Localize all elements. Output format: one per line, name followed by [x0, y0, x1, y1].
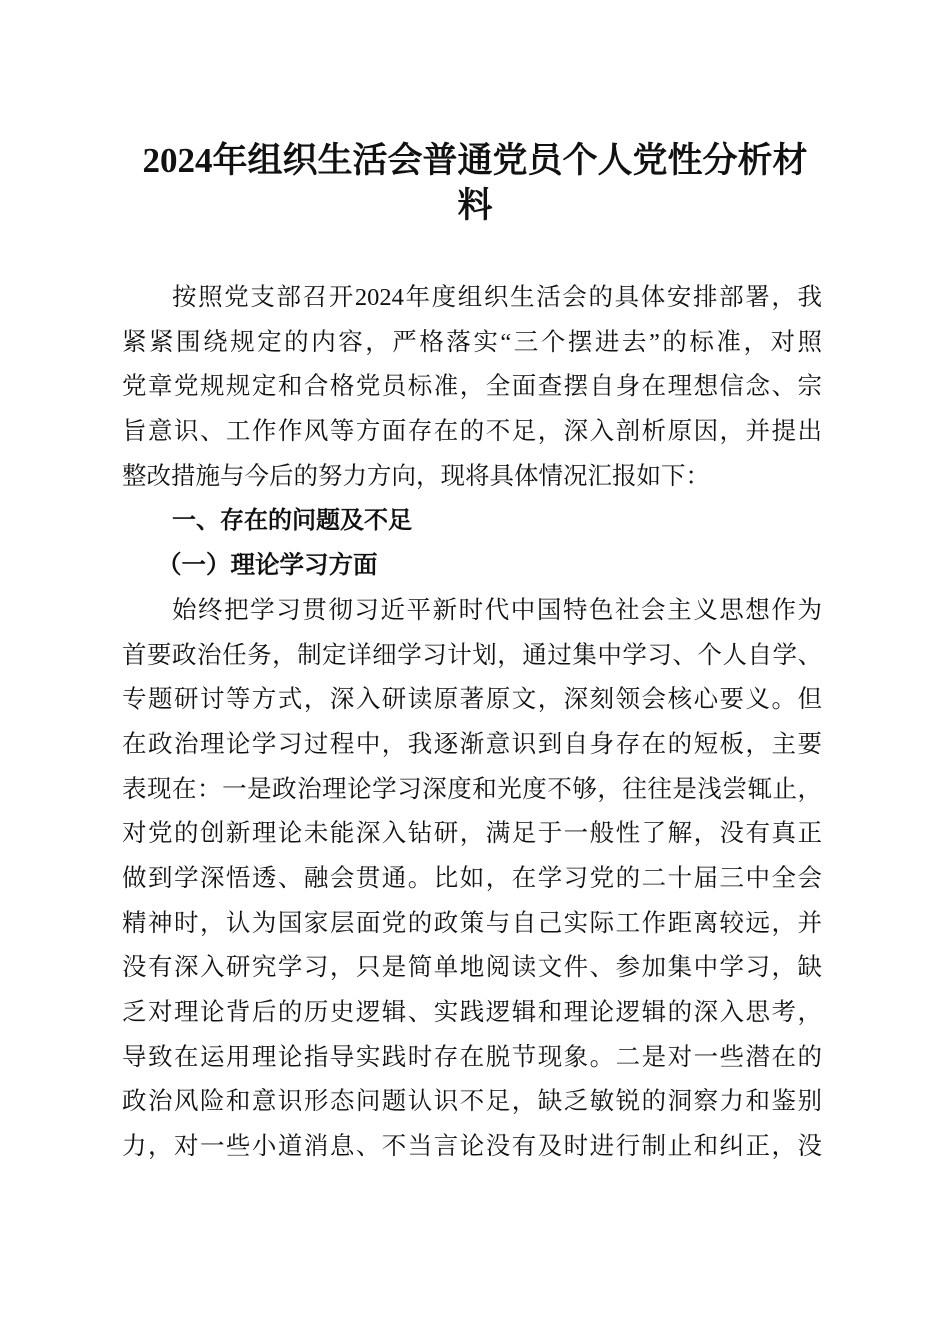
paragraph-line: 做到学深悟透、融会贯通。比如，在学习党的二十届三中全会 [122, 864, 822, 892]
paragraph-line: 精神时，认为国家层面党的政策与自己实际工作距离较远，并 [122, 909, 822, 937]
paragraph-line: 对党的创新理论未能深入钻研，满足于一般性了解，没有真正 [122, 820, 822, 848]
document-title-line-2: 料 [457, 186, 493, 225]
paragraph-line: 旨意识、工作作风等方面存在的不足，深入剖析原因，并提出 [122, 418, 822, 446]
section-heading: 一、存在的问题及不足 [172, 507, 412, 535]
subsection-heading: （一）理论学习方面 [157, 552, 378, 580]
paragraph-line: 始终把学习贯彻习近平新时代中国特色社会主义思想作为 [172, 596, 822, 624]
document-body [122, 276, 822, 1170]
paragraph-line: 整改措施与今后的努力方向，现将具体情况汇报如下： [122, 462, 710, 490]
paragraph-line: 首要政治任务，制定详细学习计划，通过集中学习、个人自学、 [122, 641, 822, 669]
paragraph-line: 力，对一些小道消息、不当言论没有及时进行制止和纠正，没 [122, 1133, 822, 1161]
paragraph-line: 没有深入研究学习，只是简单地阅读文件、参加集中学习，缺 [122, 954, 822, 982]
paragraph-line: 政治风险和意识形态问题认识不足，缺乏敏锐的洞察力和鉴别 [122, 1088, 822, 1116]
paragraph-line: 表现在：一是政治理论学习深度和光度不够，往往是浅尝辄止， [122, 775, 822, 803]
paragraph-line: 导致在运用理论指导实践时存在脱节现象。二是对一些潜在的 [122, 1043, 822, 1071]
paragraph-line: 按照党支部召开2024年度组织生活会的具体安排部署，我 [172, 284, 822, 311]
paragraph-line: 在政治理论学习过程中，我逐渐意识到自身存在的短板，主要 [122, 730, 822, 758]
paragraph-line: 紧紧围绕规定的内容，严格落实“三个摆进去”的标准，对照 [122, 328, 822, 356]
paragraph-line: 专题研讨等方式，深入研读原著原文，深刻领会核心要义。但 [122, 686, 822, 714]
document-title-line-1: 2024年组织生活会普通党员个人党性分析材 [142, 141, 808, 180]
paragraph-line: 党章党规规定和合格党员标准，全面查摆自身在理想信念、宗 [122, 373, 822, 401]
paragraph-line: 乏对理论背后的历史逻辑、实践逻辑和理论逻辑的深入思考， [122, 999, 822, 1026]
